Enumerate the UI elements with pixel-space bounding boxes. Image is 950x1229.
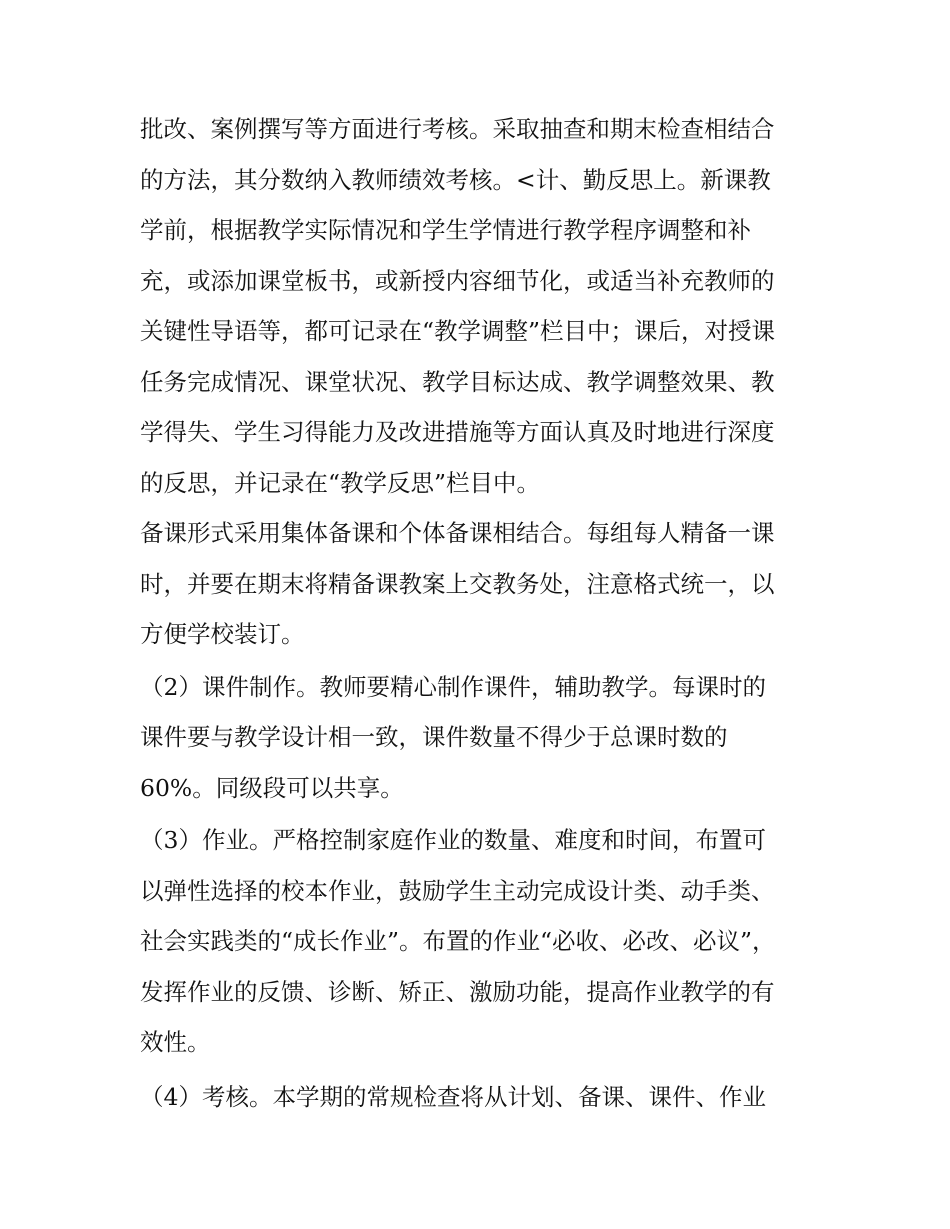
text-line: 60%。同级段可以共享。: [140, 773, 404, 802]
paragraph-reflection: [140, 104, 820, 508]
text-line: 学前，根据教学实际情况和学生学情进行教学程序调整和补: [140, 216, 751, 244]
paragraph-courseware: [140, 662, 820, 814]
text-line: 批改、案例撰写等方面进行考核。采取抽查和期末检查相结合: [140, 115, 775, 143]
text-line: 充，或添加课堂板书，或新授内容细节化，或适当补充教师的: [140, 266, 775, 295]
text-line: 发挥作业的反馈、诊断、矫正、激励功能，提高作业教学的有: [140, 977, 775, 1006]
text-line: （2）课件制作。教师要精心制作课件，辅助教学。每课时的: [140, 672, 766, 701]
text-line: 任务完成情况、课堂状况、教学目标达成、教学调整效果、教: [140, 367, 775, 396]
paragraph-homework: [140, 815, 820, 1068]
text-line: 备课形式采用集体备课和个体备课相结合。每组每人精备一课: [140, 519, 775, 547]
text-line: 以弹性选择的校本作业，鼓励学生主动完成设计类、动手类、: [140, 876, 775, 905]
text-line: 社会实践类的“成长作业”。布置的作业“必收、必改、必议”，: [140, 927, 776, 955]
text-line: 课件要与教学设计相一致，课件数量不得少于总课时数的: [140, 723, 728, 751]
text-line: 方便学校装订。: [140, 620, 305, 648]
document-body: [140, 104, 820, 1122]
paragraph-lesson-prep-format: [140, 508, 820, 660]
text-line: 学得失、学生习得能力及改进措施等方面认真及时地进行深度: [140, 418, 775, 446]
text-line: 的方法，其分数纳入教师绩效考核。<计、勤反思上。新课教: [140, 165, 771, 194]
text-line: 的反思，并记录在“教学反思”栏目中。: [140, 468, 541, 497]
text-line: 效性。: [140, 1028, 211, 1056]
text-line: （4）考核。本学期的常规检查将从计划、备课、课件、作业: [140, 1082, 766, 1111]
text-line: 时，并要在期末将精备课教案上交教务处，注意格式统一，以: [140, 569, 775, 598]
text-line: 关键性导语等，都可记录在“教学调整”栏目中；课后，对授课: [140, 317, 776, 345]
text-line: （3）作业。严格控制家庭作业的数量、难度和时间，布置可: [140, 826, 766, 854]
paragraph-assessment: [140, 1072, 820, 1123]
